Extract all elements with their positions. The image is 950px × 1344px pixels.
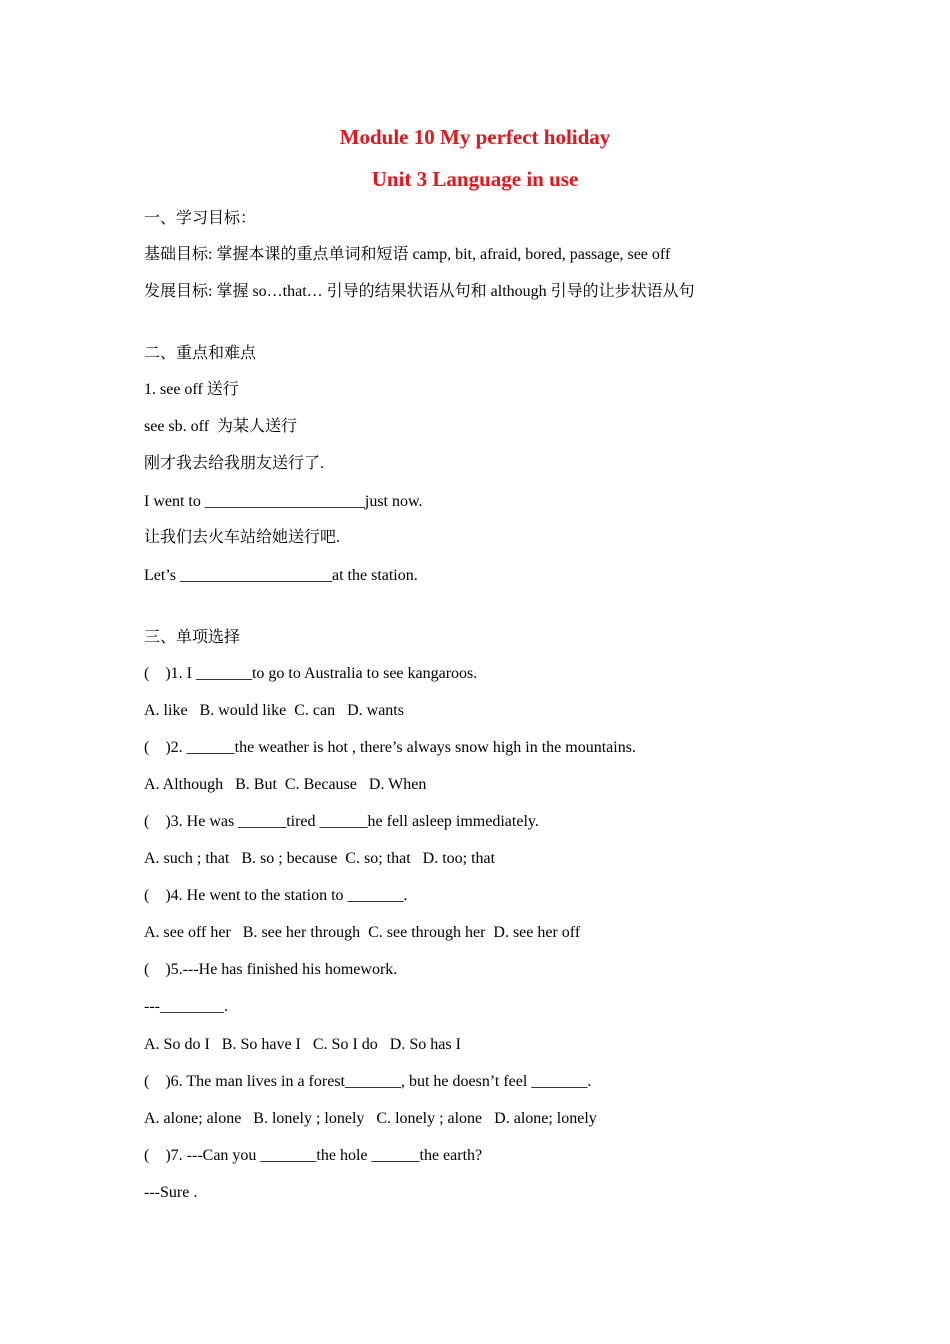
question-3: ( )3. He was ______tired ______he fell asleep immediately. bbox=[144, 813, 539, 830]
section-heading-choice: 三、单项选择 bbox=[144, 629, 241, 646]
question-2-options: A. Although B. But C. Because D. When bbox=[144, 776, 427, 793]
document-subtitle: Unit 3 Language in use bbox=[371, 167, 579, 191]
fill-blank-1: I went to ____________________just now. bbox=[144, 493, 423, 510]
key-point-phrase: see sb. off 为某人送行 bbox=[144, 418, 298, 435]
key-point-1: 1. see off 送行 bbox=[144, 381, 239, 398]
question-5: ( )5.---He has finished his homework. bbox=[144, 961, 398, 978]
advanced-objective: 发展目标: 掌握 so…that… 引导的结果状语从句和 although 引导的让步状语从句 bbox=[144, 283, 695, 300]
question-3-options: A. such ; that B. so ; because C. so; that D. too; that bbox=[144, 850, 496, 867]
section-heading-key-points: 二、重点和难点 bbox=[144, 345, 257, 362]
section-heading-objectives: 一、学习目标： bbox=[144, 210, 257, 227]
question-6-options: A. alone; alone B. lonely ; lonely C. lonely ; alone D. alone; lonely bbox=[144, 1110, 597, 1127]
translation-prompt-2: 让我们去火车站给她送行吧. bbox=[144, 529, 341, 546]
question-4: ( )4. He went to the station to _______. bbox=[144, 887, 408, 904]
fill-blank-2: Let’s ___________________at the station. bbox=[144, 567, 418, 584]
question-5-options: A. So do I B. So have I C. So I do D. So has I bbox=[144, 1036, 461, 1053]
translation-prompt-1: 刚才我去给我朋友送行了. bbox=[144, 455, 325, 472]
document-title: Module 10 My perfect holiday bbox=[339, 125, 611, 149]
basic-objective: 基础目标: 掌握本课的重点单词和短语 camp, bit, afraid, bored, passage, see off bbox=[144, 246, 671, 263]
question-6: ( )6. The man lives in a forest_______, but he doesn’t feel _______. bbox=[144, 1073, 592, 1090]
question-5-response: ---________. bbox=[144, 998, 228, 1015]
question-7: ( )7. ---Can you _______the hole ______the earth? bbox=[144, 1147, 483, 1164]
question-4-options: A. see off her B. see her through C. see through her D. see her off bbox=[144, 924, 581, 941]
question-1-options: A. like B. would like C. can D. wants bbox=[144, 702, 404, 719]
question-7-response: ---Sure . bbox=[144, 1184, 198, 1201]
question-1: ( )1. I _______to go to Australia to see kangaroos. bbox=[144, 665, 478, 682]
question-2: ( )2. ______the weather is hot , there’s always snow high in the mountains. bbox=[144, 739, 636, 756]
